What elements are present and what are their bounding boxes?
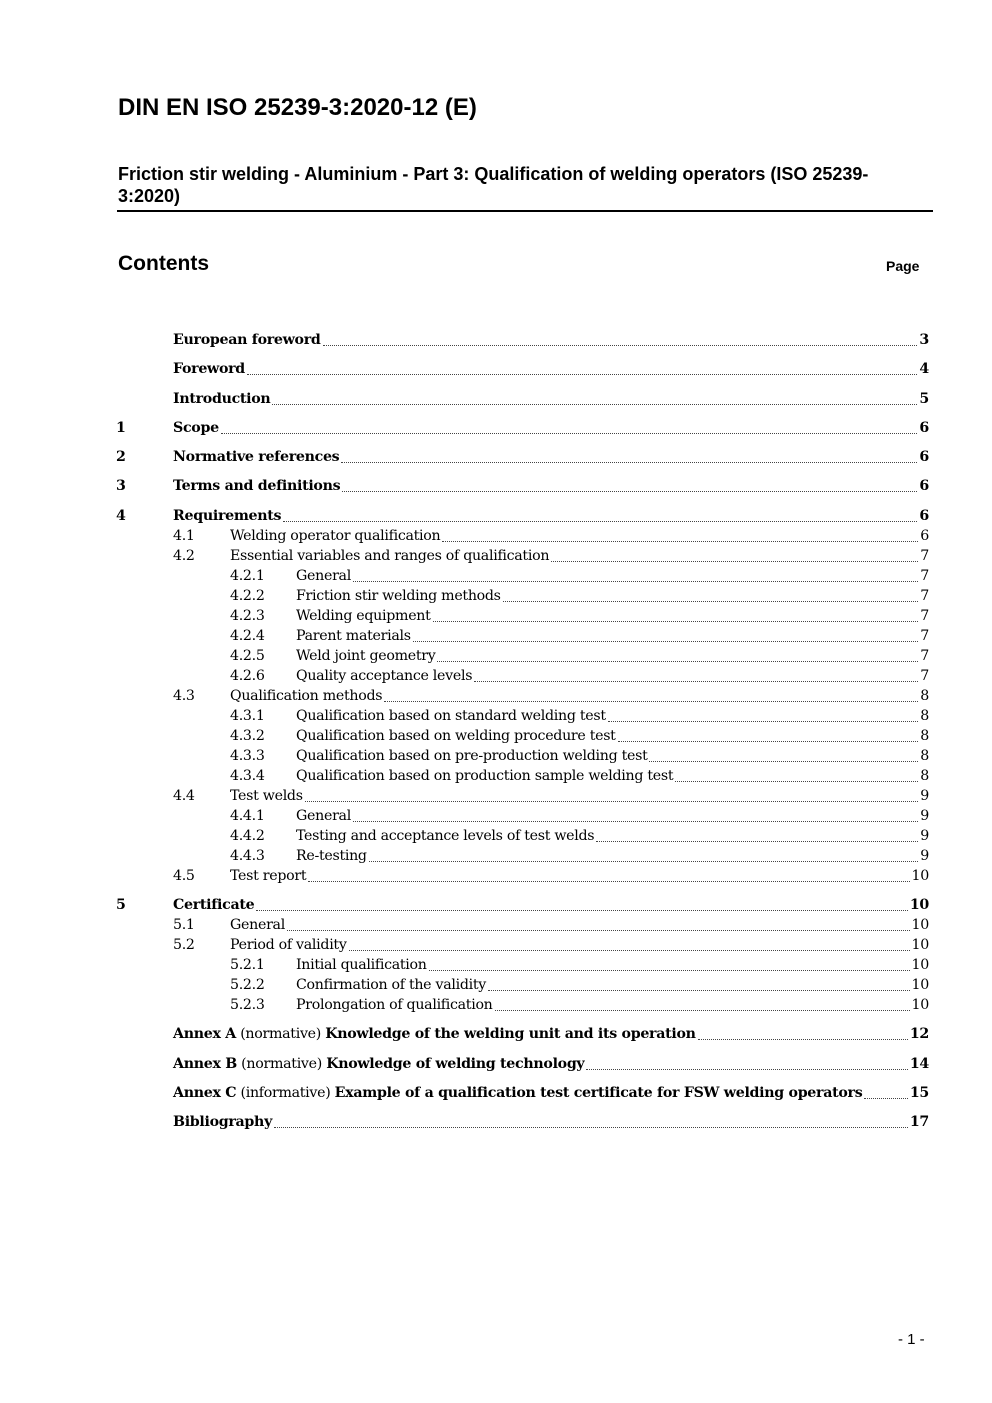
- toc-entry[interactable]: [116, 726, 929, 746]
- toc-entry-page: 17: [909, 1114, 929, 1131]
- toc-entry-title[interactable]: Welding operator qualification: [230, 527, 441, 544]
- toc-entry-page: 7: [920, 647, 929, 664]
- toc-entry-number: 4.3: [173, 687, 195, 704]
- dot-leader: [369, 860, 919, 862]
- toc-entry[interactable]: [116, 526, 929, 546]
- dot-leader: [442, 540, 918, 542]
- toc-entry-page: 10: [911, 997, 929, 1014]
- toc-entry-page: 5: [919, 390, 929, 407]
- dot-leader: [429, 969, 910, 971]
- toc-entry-number: 4.3.4: [230, 767, 265, 784]
- dot-leader: [341, 461, 917, 463]
- toc-entry-page: 12: [909, 1026, 929, 1043]
- dot-leader: [433, 620, 919, 622]
- toc-entry-title[interactable]: Parent materials: [296, 627, 411, 644]
- annex-label: Annex A: [173, 1026, 236, 1043]
- page-number: - 1 -: [898, 1331, 925, 1348]
- toc-entry[interactable]: [116, 646, 929, 666]
- toc-entry[interactable]: [116, 975, 929, 995]
- dot-leader: [272, 403, 917, 405]
- dot-leader: [618, 740, 919, 742]
- dot-leader: [305, 800, 919, 802]
- annex-type: (normative): [236, 1055, 327, 1072]
- toc-entry[interactable]: [116, 566, 929, 586]
- toc-entry[interactable]: [116, 1054, 929, 1074]
- toc-entry-title[interactable]: Prolongation of qualification: [296, 997, 493, 1014]
- title-divider: [117, 210, 933, 212]
- toc-entry-title[interactable]: Qualification based on standard welding test: [296, 707, 606, 724]
- toc-entry-title[interactable]: European foreword: [173, 332, 321, 348]
- annex-type: (normative): [235, 1026, 326, 1043]
- dot-leader: [287, 929, 910, 931]
- toc-entry[interactable]: [116, 1112, 929, 1132]
- dot-leader: [349, 949, 910, 951]
- toc-entry-title[interactable]: Test welds: [230, 787, 303, 804]
- toc-entry-number: 4.2.5: [230, 647, 265, 664]
- toc-entry-title[interactable]: Requirements: [173, 507, 282, 524]
- toc-entry[interactable]: [116, 915, 929, 935]
- toc-entry-page: 7: [920, 587, 929, 604]
- toc-entry-number: 4.1: [173, 527, 195, 544]
- toc-entry-number: 5.1: [173, 917, 195, 934]
- toc-entry-number: 3: [116, 478, 126, 495]
- toc-entry-title[interactable]: Terms and definitions: [173, 478, 341, 495]
- toc-entry-page: 8: [920, 767, 929, 784]
- toc-entry-page: 10: [911, 917, 929, 934]
- toc-entry-title[interactable]: Test report: [230, 867, 307, 884]
- toc-entry-page: 9: [920, 787, 929, 804]
- toc-entry[interactable]: [116, 826, 929, 846]
- toc-entry[interactable]: [116, 606, 929, 626]
- toc-entry-page: 7: [920, 567, 929, 584]
- toc-entry[interactable]: [116, 476, 929, 496]
- toc-entry-number: 4.3.1: [230, 707, 265, 724]
- toc-entry-title[interactable]: Initial qualification: [296, 957, 427, 974]
- annex-label: Annex B: [173, 1055, 237, 1072]
- toc-entry[interactable]: [116, 846, 929, 866]
- toc-entry[interactable]: [116, 1083, 929, 1103]
- toc-entry[interactable]: [116, 1024, 929, 1044]
- toc-entry-page: 7: [920, 667, 929, 684]
- toc-entry-page: 8: [920, 727, 929, 744]
- toc-entry-number: 5.2.2: [230, 977, 265, 994]
- toc-entry-page: 14: [909, 1055, 929, 1072]
- dot-leader: [308, 880, 909, 882]
- toc-entry-number: 4.5: [173, 867, 195, 884]
- toc-entry-page: 9: [920, 827, 929, 844]
- document-title: Friction stir welding - Aluminium - Part 3: Qualification of welding operators (ISO 25239-3:2020): [118, 164, 869, 206]
- dot-leader: [503, 600, 919, 602]
- dot-leader: [488, 989, 910, 991]
- toc-entry-title[interactable]: Bibliography: [173, 1114, 273, 1131]
- dot-leader: [586, 1068, 907, 1070]
- dot-leader: [649, 760, 918, 762]
- toc-entry-page: 6: [919, 507, 929, 524]
- toc-entry-page: 8: [920, 707, 929, 724]
- toc-entry-number: 4.3.2: [230, 727, 265, 744]
- dot-leader: [474, 680, 918, 682]
- toc-entry-page: 3: [919, 332, 929, 348]
- dot-leader: [256, 909, 908, 911]
- table-of-contents: [116, 330, 929, 1132]
- toc-entry-title[interactable]: Normative references: [173, 449, 340, 466]
- toc-entry-title[interactable]: General: [296, 567, 351, 584]
- toc-entry-page: 10: [911, 977, 929, 994]
- dot-leader: [221, 432, 918, 434]
- dot-leader: [413, 640, 919, 642]
- toc-entry-page: 8: [920, 747, 929, 764]
- toc-entry-title[interactable]: Foreword: [173, 361, 245, 378]
- toc-entry-title[interactable]: Qualification based on welding procedure test: [296, 727, 616, 744]
- toc-entry-page: 8: [920, 687, 929, 704]
- page-column-heading: Page: [886, 258, 920, 274]
- toc-entry[interactable]: [116, 746, 929, 766]
- toc-entry[interactable]: [116, 586, 929, 606]
- toc-entry-number: 4.4.2: [230, 827, 265, 844]
- toc-entry-title[interactable]: Friction stir welding methods: [296, 587, 501, 604]
- dot-leader: [437, 660, 918, 662]
- toc-entry-title[interactable]: Weld joint geometry: [296, 647, 436, 664]
- toc-entry-number: 4.4.1: [230, 807, 265, 824]
- toc-entry-number: 4.2.1: [230, 567, 265, 584]
- toc-entry[interactable]: [116, 506, 929, 526]
- toc-entry-title[interactable]: Welding equipment: [296, 607, 431, 624]
- annex-title: Knowledge of the welding unit and its operation: [325, 1026, 696, 1043]
- toc-entry-number: 4.2: [173, 547, 195, 564]
- toc-entry[interactable]: [116, 626, 929, 646]
- toc-entry-title[interactable]: Confirmation of the validity: [296, 977, 486, 994]
- dot-leader: [283, 520, 917, 522]
- toc-entry-title[interactable]: Certificate: [173, 897, 255, 914]
- toc-entry-title[interactable]: Period of validity: [230, 937, 347, 954]
- toc-entry-page: 9: [920, 847, 929, 864]
- toc-entry-title[interactable]: General: [230, 917, 285, 934]
- toc-entry-title[interactable]: Qualification based on production sample welding test: [296, 767, 674, 784]
- document-id: DIN EN ISO 25239-3:2020-12 (E): [118, 94, 477, 121]
- toc-entry-number: 2: [116, 449, 126, 466]
- toc-entry-title[interactable]: Re-testing: [296, 847, 367, 864]
- toc-entry-number: 5.2.3: [230, 997, 265, 1014]
- toc-entry[interactable]: [116, 666, 929, 686]
- toc-entry[interactable]: [116, 418, 929, 438]
- toc-entry-number: 4.4.3: [230, 847, 265, 864]
- toc-entry-page: 7: [920, 627, 929, 644]
- toc-entry[interactable]: [116, 546, 929, 566]
- toc-entry-page: 9: [920, 807, 929, 824]
- dot-leader: [353, 820, 918, 822]
- annex-type: (informative): [236, 1084, 335, 1101]
- dot-leader: [342, 490, 917, 492]
- toc-entry[interactable]: [116, 359, 929, 379]
- toc-entry-title[interactable]: [173, 1024, 696, 1044]
- toc-entry-title[interactable]: Quality acceptance levels: [296, 667, 473, 684]
- toc-entry-number: 1: [116, 419, 126, 436]
- toc-entry-title[interactable]: Qualification methods: [230, 687, 383, 704]
- toc-entry[interactable]: [116, 706, 929, 726]
- toc-entry[interactable]: [116, 866, 929, 886]
- toc-entry-title[interactable]: General: [296, 807, 351, 824]
- toc-entry-title[interactable]: Testing and acceptance levels of test welds: [296, 827, 595, 844]
- toc-entry[interactable]: [116, 766, 929, 786]
- toc-entry-title[interactable]: Essential variables and ranges of qualification: [230, 547, 550, 564]
- dot-leader: [608, 720, 919, 722]
- toc-entry[interactable]: [116, 935, 929, 955]
- toc-entry-number: 4.4: [173, 787, 195, 804]
- annex-title: Knowledge of welding technology: [326, 1055, 585, 1072]
- toc-entry-number: 5.2.1: [230, 957, 265, 974]
- dot-leader: [323, 344, 918, 346]
- dot-leader: [596, 840, 918, 842]
- dot-leader: [675, 780, 918, 782]
- dot-leader: [495, 1009, 910, 1011]
- toc-entry-number: 4.2.6: [230, 667, 265, 684]
- toc-entry-number: 5: [116, 897, 126, 914]
- toc-entry-number: 4.2.3: [230, 607, 265, 624]
- toc-entry-page: 10: [909, 897, 929, 914]
- toc-entry[interactable]: [116, 955, 929, 975]
- toc-entry[interactable]: [116, 806, 929, 826]
- toc-entry[interactable]: [116, 895, 929, 915]
- dot-leader: [247, 373, 917, 375]
- dot-leader: [353, 580, 918, 582]
- toc-entry-title[interactable]: Scope: [173, 419, 219, 436]
- dot-leader: [274, 1126, 908, 1128]
- toc-entry-title[interactable]: [173, 1083, 862, 1103]
- toc-entry-page: 6: [919, 419, 929, 436]
- toc-entry-page: 10: [911, 957, 929, 974]
- toc-entry-page: 7: [920, 607, 929, 624]
- toc-entry-title[interactable]: [173, 1054, 584, 1074]
- toc-entry-page: 6: [920, 527, 929, 544]
- toc-entry[interactable]: [116, 786, 929, 806]
- toc-entry-number: 5.2: [173, 937, 195, 954]
- toc-entry-number: 4.2.4: [230, 627, 265, 644]
- toc-entry-number: 4.3.3: [230, 747, 265, 764]
- toc-entry-title[interactable]: Introduction: [173, 390, 271, 407]
- dot-leader: [551, 560, 918, 562]
- toc-entry-page: 10: [911, 937, 929, 954]
- contents-heading: Contents: [118, 252, 209, 275]
- toc-entry-page: 4: [919, 361, 929, 378]
- toc-entry-number: 4.2.2: [230, 587, 265, 604]
- toc-entry-page: 6: [919, 449, 929, 466]
- dot-leader: [698, 1038, 908, 1040]
- toc-entry[interactable]: [116, 686, 929, 706]
- toc-entry-page: 7: [920, 547, 929, 564]
- toc-entry[interactable]: [116, 330, 929, 350]
- toc-entry-page: 6: [919, 478, 929, 495]
- annex-title: Example of a qualification test certificate for FSW welding operators: [334, 1084, 863, 1101]
- toc-entry[interactable]: [116, 389, 929, 409]
- dot-leader: [864, 1097, 907, 1099]
- toc-entry[interactable]: [116, 447, 929, 467]
- toc-entry[interactable]: [116, 995, 929, 1015]
- toc-entry-page: 15: [909, 1084, 929, 1101]
- annex-label: Annex C: [173, 1084, 237, 1101]
- toc-entry-title[interactable]: Qualification based on pre-production welding test: [296, 747, 648, 764]
- toc-entry-page: 10: [911, 867, 929, 884]
- toc-entry-number: 4: [116, 507, 126, 524]
- dot-leader: [384, 700, 918, 702]
